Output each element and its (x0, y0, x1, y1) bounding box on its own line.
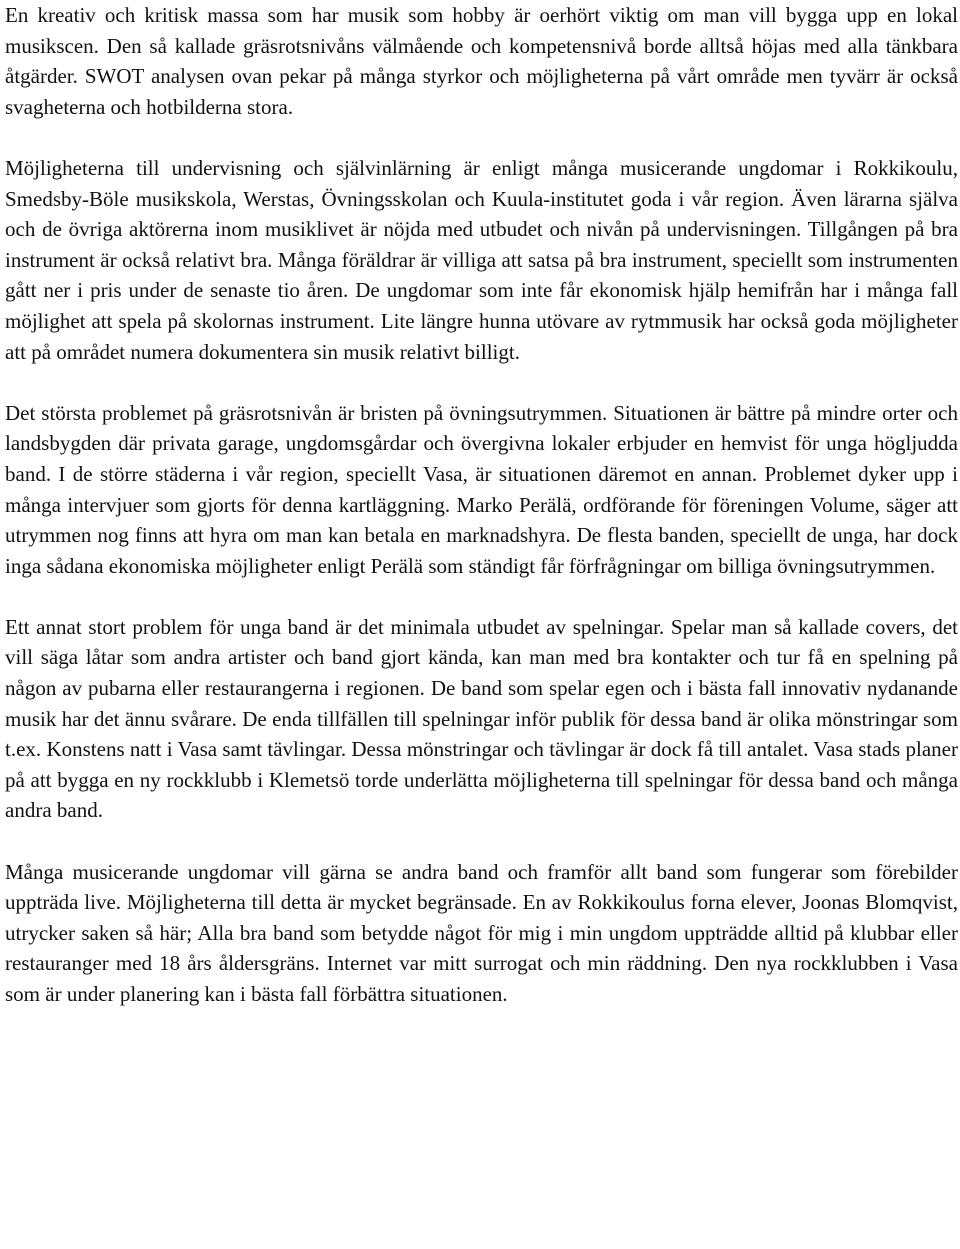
paragraph-gigs: Ett annat stort problem för unga band är det minimala utbudet av spelningar. Spelar man så kallade covers, det vill säga låtar som andra artister och band gjort kända, kan man med bra kontakter och tur få en spelning på någon av pubarna eller restaurangerna i regionen. De band som spelar egen och i bästa fall innovativ nydanande musik har det ännu svårare. De enda tillfällen till spelningar inför publik för dessa band är olika mönstringar som t.ex. Konstens natt i Vasa samt tävlingar. Dessa mönstringar och tävlingar är dock få till antalet. Vasa stads planer på att bygga en ny rockklubb i Klemetsö torde underlätta möjligheterna till spelningar för dessa band och många andra band. (5, 614, 958, 823)
paragraph-education-opportunities: Möjligheterna till undervisning och självinlärning är enligt många musicerande ungdomar i Rokkikoulu, Smedsby-Böle musikskola, Werstas, Övningsskolan och Kuula-institutet goda i vår region. Även lärarna själva och de övriga aktörerna inom musiklivet är nöjda med utbudet och nivån på undervisningen. Tillgången på bra instrument är också relativt bra. Många föräldrar är villiga att satsa på bra instrument, speciellt som instrumenten gått ner i pris under de senaste tio åren. De ungdomar som inte får ekonomisk hjälp hemifrån har i många fall möjlighet att spela på skolornas instrument. Lite längre hunna utövare av rytmmusik har också goda möjligheter att på området numera dokumentera sin musik relativt billigt. (5, 155, 958, 364)
paragraph-grassroots-intro: En kreativ och kritisk massa som har musik som hobby är oerhört viktig om man vill bygga upp en lokal musikscen. Den så kallade gräsrotsnivåns välmående och kompetensnivå borde alltså höjas med alla tänkbara åtgärder. SWOT analysen ovan pekar på många styrkor och möjligheterna på vårt område men tyvärr är också svagheterna och hotbilderna stora. (5, 3, 958, 119)
paragraph-rehearsal-space: Det största problemet på gräsrotsnivån är bristen på övningsutrymmen. Situationen är bättre på mindre orter och landsbygden där privata garage, ungdomsgårdar och övergivna lokaler erbjuder en hemvist för unga högljudda band. I de större städerna i vår region, speciellt Vasa, är situationen däremot en annan. Problemet dyker upp i många intervjuer som gjorts för denna kartläggning. Marko Perälä, ordförande för föreningen Volume, säger att utrymmen nog finns att hyra om man kan betala en marknadshyra. De flesta banden, speciellt de unga, har dock inga sådana ekonomiska möjligheter enligt Perälä som ständigt får förfrågningar om billiga övningsutrymmen. (5, 400, 958, 578)
paragraph-live-role-models: Många musicerande ungdomar vill gärna se andra band och framför allt band som fungerar som förebilder uppträda live. Möjligheterna till detta är mycket begränsade. En av Rokkikoulus forna elever, Joonas Blomqvist, utrycker saken så här; Alla bra band som betydde något för mig i min ungdom uppträdde alltid på klubbar eller restauranger med 18 års åldersgräns. Internet var mitt surrogat och min räddning. Den nya rockklubben i Vasa som är under planering kan i bästa fall förbättra situationen. (5, 859, 958, 1006)
document-page (5, 0, 958, 1010)
